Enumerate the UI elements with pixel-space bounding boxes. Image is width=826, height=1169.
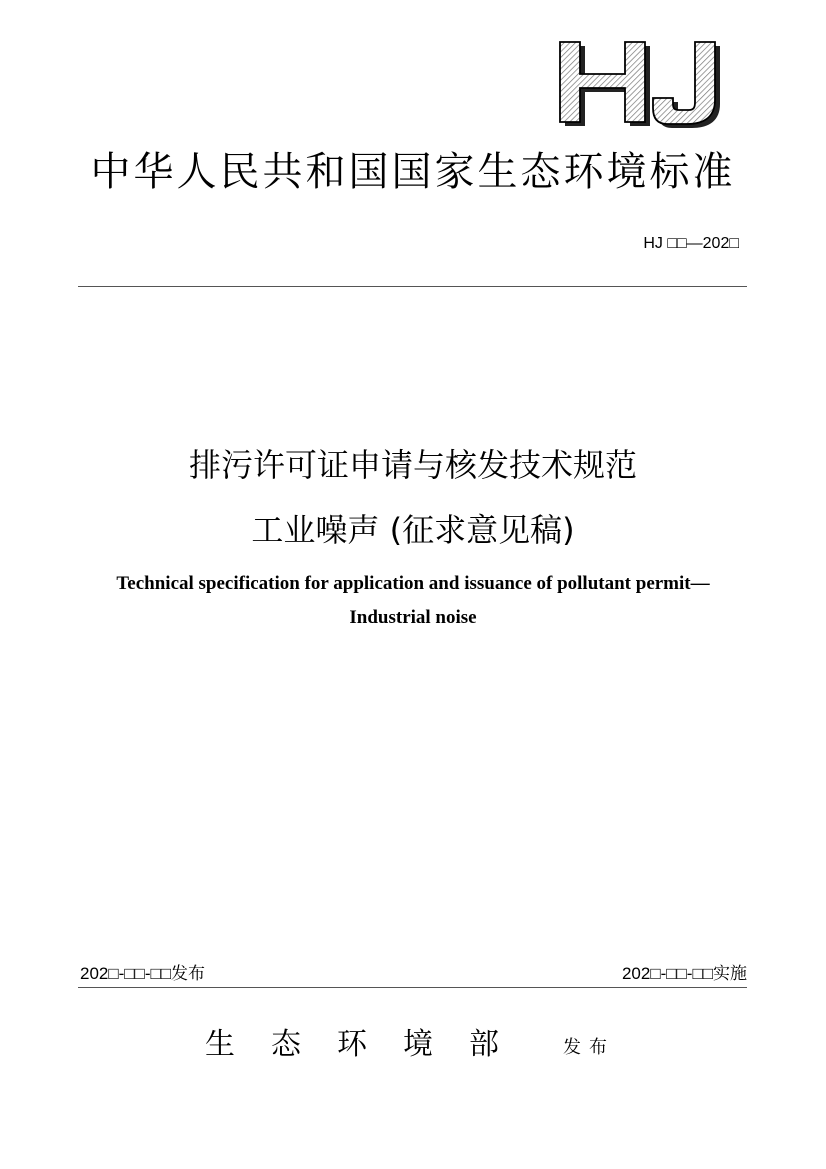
title-cn-line1: 排污许可证申请与核发技术规范 xyxy=(188,446,637,484)
divider-bottom xyxy=(78,987,747,988)
publisher-action: 发布 xyxy=(563,1037,615,1058)
publisher-name: 生态环境部 xyxy=(205,1027,535,1062)
title-en-line1: Technical specification for application and issuance of pollutant permit— xyxy=(116,573,710,594)
standard-name: 中华人民共和国国家生态环境标准 xyxy=(90,149,736,195)
hj-logo xyxy=(555,40,727,130)
standard-code: HJ □□—202□ xyxy=(643,235,739,252)
implement-date: 202□-□□-□□实施 xyxy=(621,964,747,983)
divider-top xyxy=(78,286,747,287)
issue-date: 202□-□□-□□发布 xyxy=(80,964,206,983)
title-cn-line2: 工业噪声 (征求意见稿) xyxy=(251,511,575,549)
title-en-line2: Industrial noise xyxy=(349,607,477,628)
